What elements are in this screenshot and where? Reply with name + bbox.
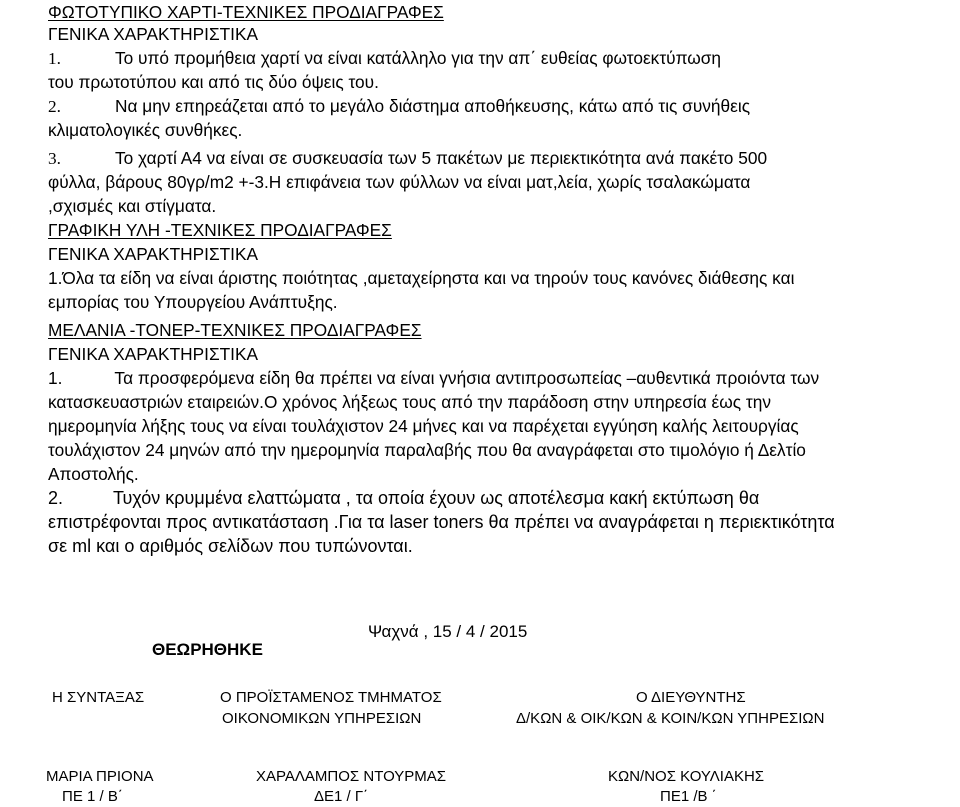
paragraph-line — [48, 366, 819, 390]
director-role-line1: Ο ΔΙΕΥΘΥΝΤΗΣ — [636, 689, 746, 706]
head-name: ΧΑΡΑΛΑΜΠΟΣ ΝΤΟΥΡΜΑΣ — [256, 768, 447, 785]
paragraph-line: εμπορίας του Υπουργείου Ανάπτυξης. — [48, 292, 338, 312]
paragraph-line: του πρωτοτύπου και από τις δύο όψεις του. — [48, 72, 379, 92]
paragraph-line: φύλλα, βάρους 80γρ/m2 +-3.Η επιφάνεια των φύλλων να είναι ματ,λεία, χωρίς τσαλακώματα — [48, 172, 751, 192]
item-number: 2. — [48, 488, 64, 508]
section-title-toner: ΜΕΛΑΝΙΑ -ΤΟΝΕΡ-ΤΕΧΝΙΚΕΣ ΠΡΟΔΙΑΓΡΑΦΕΣ — [48, 320, 422, 340]
paragraph-line: Αποστολής. — [48, 464, 139, 484]
paragraph-line — [48, 146, 767, 171]
paragraph-line — [48, 46, 721, 71]
section-title-photocopy-paper: ΦΩΤΟΤΥΠΙΚΟ ΧΑΡΤΙ-ΤΕΧΝΙΚΕΣ ΠΡΟΔΙΑΓΡΑΦΕΣ — [48, 2, 444, 22]
director-rank: ΠΕ1 /Β ΄ — [660, 788, 717, 805]
head-role-line2: ΟΙΚΟΝΟΜΙΚΩΝ ΥΠΗΡΕΣΙΩΝ — [222, 710, 422, 727]
item-number: 3. — [48, 149, 61, 168]
item-text: Τα προσφερόμενα είδη θα πρέπει να είναι γνήσια αντιπροσωπείας –αυθεντικά προιόντα των — [114, 368, 820, 388]
paragraph-line: κλιματολογικές συνθήκες. — [48, 120, 243, 140]
paragraph-line — [48, 486, 759, 510]
item-number: 1. — [48, 49, 61, 68]
composer-rank: ΠΕ 1 / Β΄ — [62, 788, 123, 805]
item-text: Να μην επηρεάζεται από το μεγάλο διάστημα αποθήκευσης, κάτω από τις συνήθεις — [114, 96, 751, 116]
paragraph-line: σε ml και ο αριθμός σελίδων που τυπώνονται. — [48, 536, 413, 556]
composer-role: Η ΣΥΝΤΑΞΑΣ — [52, 689, 145, 706]
head-rank: ΔΕ1 / Γ΄ — [314, 788, 369, 805]
item-number: 1. — [48, 368, 63, 388]
director-role-line2: Δ/ΚΩΝ & ΟΙΚ/ΚΩΝ & ΚΟΙΝ/ΚΩΝ ΥΠΗΡΕΣΙΩΝ — [516, 710, 825, 727]
item-text: Το υπό προμήθεια χαρτί να είναι κατάλληλο για την απ΄ ευθείας φωτοεκτύπωση — [114, 48, 722, 68]
item-text: Τυχόν κρυμμένα ελαττώματα , τα οποία έχουν ως αποτέλεσμα κακή εκτύπωση θα — [113, 488, 760, 508]
place-date: Ψαχνά , 15 / 4 / 2015 — [368, 622, 528, 641]
composer-name: ΜΑΡΙΑ ΠΡΙΟΝΑ — [46, 768, 154, 785]
paragraph-line: ημερομηνία λήξης τους να είναι τουλάχιστον 24 μήνες και να παρέχεται εγγύηση καλής λειτουργίας — [48, 416, 799, 436]
section-heading: ΓΕΝΙΚΑ ΧΑΡΑΚΤΗΡΙΣΤΙΚΑ — [48, 244, 259, 264]
section-heading: ΓΕΝΙΚΑ ΧΑΡΑΚΤΗΡΙΣΤΙΚΑ — [48, 24, 259, 44]
paragraph-line: επιστρέφονται προς αντικατάσταση .Για τα laser toners θα πρέπει να αναγράφεται η περιεκτικότητα — [48, 512, 835, 532]
paragraph-line: ,σχισμές και στίγματα. — [48, 196, 217, 216]
paragraph-line: τουλάχιστον 24 μηνών από την ημερομηνία παραλαβής που θα αναγράφεται στο τιμολόγιο ή Δελτίο — [48, 440, 806, 460]
head-role-line1: Ο ΠΡΟΪΣΤΑΜΕΝΟΣ ΤΜΗΜΑΤΟΣ — [220, 689, 442, 706]
section-heading: ΓΕΝΙΚΑ ΧΑΡΑΚΤΗΡΙΣΤΙΚΑ — [48, 344, 259, 364]
paragraph-line: 1.Όλα τα είδη να είναι άριστης ποιότητας ,αμεταχείρηστα και να τηρούν τους κανόνες διάθεσης και — [48, 268, 795, 288]
item-text: Το χαρτί Α4 να είναι σε συσκευασία των 5 πακέτων με περιεκτικότητα ανά πακέτο 500 — [114, 148, 768, 168]
paragraph-line: κατασκευαστριών εταιρειών.Ο χρόνος λήξεως τους από την παράδοση στην υπηρεσία έως την — [48, 392, 771, 412]
paragraph-line — [48, 94, 750, 119]
director-name: ΚΩΝ/ΝΟΣ ΚΟΥΛΙΑΚΗΣ — [608, 768, 765, 785]
approved-label: ΘΕΩΡΗΘΗΚΕ — [152, 640, 263, 659]
section-title-stationery: ΓΡΑΦΙΚΗ ΥΛΗ -ΤΕΧΝΙΚΕΣ ΠΡΟΔΙΑΓΡΑΦΕΣ — [48, 220, 392, 240]
item-number: 2. — [48, 97, 61, 116]
